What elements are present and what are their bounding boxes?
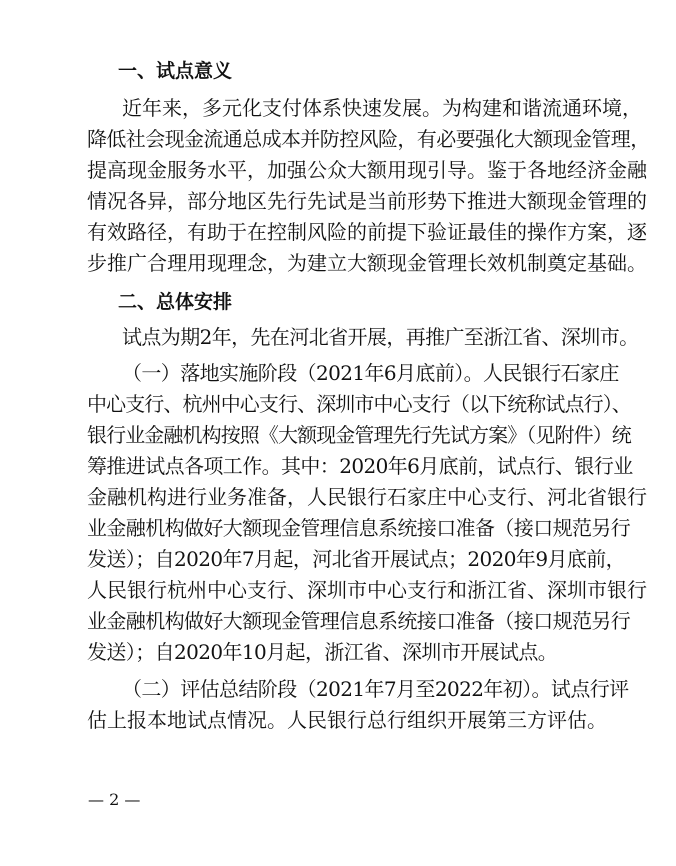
paragraph-line: 提高现金服务水平，加强公众大额用现引导。鉴于各地经济金融	[87, 158, 647, 182]
paragraph-line: 业金融机构做好大额现金管理信息系统接口准备（接口规范另行	[87, 516, 631, 540]
paragraph-line: 降低社会现金流通总成本并防控风险，有必要强化大额现金管理，	[87, 127, 650, 151]
page-number: — 2 —	[88, 790, 141, 809]
paragraph-line: 有效路径，有助于在控制风险的前提下验证最佳的操作方案，逐	[87, 220, 647, 244]
paragraph-line: 近年来，多元化支付体系快速发展。为构建和谐流通环境，	[122, 96, 642, 120]
paragraph-line: 情况各异，部分地区先行先试是当前形势下推进大额现金管理的	[87, 189, 647, 213]
section-heading-pilot-significance: 一、试点意义	[118, 60, 233, 82]
paragraph-line: （一）落地实施阶段（2021年6月底前）。人民银行石家庄	[122, 361, 619, 385]
paragraph-line: 发送）；自2020年10月起，浙江省、深圳市开展试点。	[87, 640, 558, 664]
paragraph-line: 估上报本地试点情况。人民银行总行组织开展第三方评估。	[87, 708, 607, 732]
paragraph-line: 发送）；自2020年7月起，河北省开展试点；2020年9月底前，	[87, 547, 626, 571]
paragraph-line: 业金融机构做好大额现金管理信息系统接口准备（接口规范另行	[87, 609, 631, 633]
paragraph-line: 银行业金融机构按照《大额现金管理先行先试方案》（见附件）统	[87, 423, 631, 447]
section-heading-overall-arrangement: 二、总体安排	[118, 291, 233, 313]
paragraph-line: （二）评估总结阶段（2021年7月至2022年初）。试点行评	[122, 677, 629, 701]
paragraph-line: 试点为期2年，先在河北省开展，再推广至浙江省、深圳市。	[122, 325, 639, 349]
paragraph-line: 筹推进试点各项工作。其中：2020年6月底前，试点行、银行业	[87, 454, 633, 478]
paragraph-line: 步推广合理用现理念，为建立大额现金管理长效机制奠定基础。	[87, 251, 647, 275]
paragraph-line: 人民银行杭州中心支行、深圳市中心支行和浙江省、深圳市银行	[87, 578, 647, 602]
paragraph-line: 中心支行、杭州中心支行、深圳市中心支行（以下统称试点行）、	[87, 392, 631, 416]
paragraph-line: 金融机构进行业务准备，人民银行石家庄中心支行、河北省银行	[87, 485, 647, 509]
